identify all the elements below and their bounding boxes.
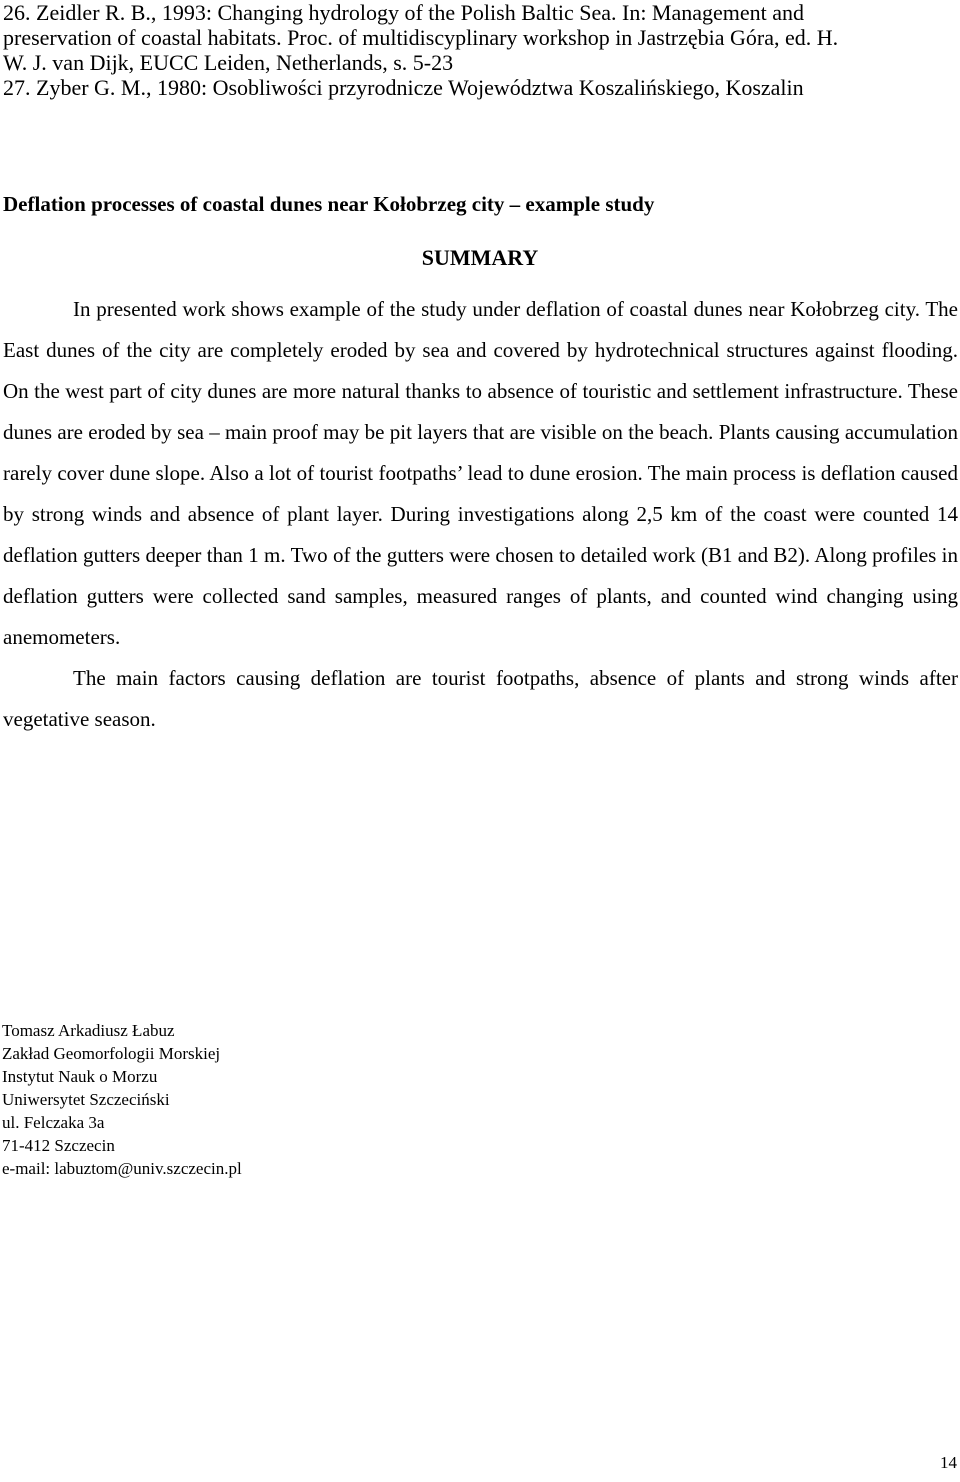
- author-address: [2, 1019, 502, 1180]
- page-number: 14: [940, 1453, 957, 1472]
- summary-paragraph: The main factors causing deflation are tourist footpaths, absence of plants and strong winds after vegetative season.: [3, 666, 958, 731]
- address-line: Zakład Geomorfologii Morskiej: [2, 1044, 221, 1063]
- reference-line: W. J. van Dijk, EUCC Leiden, Netherlands, s. 5-23: [3, 50, 454, 75]
- reference-item: [3, 75, 958, 100]
- summary-paragraph: In presented work shows example of the study under deflation of coastal dunes near Kołobrzeg city. The East dunes of the city are completely eroded by sea and covered by hydrotechnical structures against flooding. On the west part of city dunes are more natural thanks to absence of touristic and settlement infrastructure. These dunes are eroded by sea – main proof may be pit layers that are visible on the beach. Plants causing accumulation rarely cover dune slope. Also a lot of tourist footpaths’ lead to dune erosion. The main process is deflation caused by strong winds and absence of plant layer. During investigations along 2,5 km of the coast were counted 14 deflation gutters deeper than 1 m. Two of the gutters were chosen to detailed work (B1 and B2). Along profiles in deflation gutters were collected sand samples, measured ranges of plants, and counted wind changing using anemometers.: [3, 297, 958, 649]
- author-name: Tomasz Arkadiusz Łabuz: [2, 1021, 175, 1040]
- article-title: Deflation processes of coastal dunes near Kołobrzeg city – example study: [3, 192, 655, 216]
- address-line: 71-412 Szczecin: [2, 1136, 115, 1155]
- reference-line: 26. Zeidler R. B., 1993: Changing hydrology of the Polish Baltic Sea. In: Management and: [3, 0, 805, 25]
- address-line: Uniwersytet Szczeciński: [2, 1090, 170, 1109]
- reference-line: preservation of coastal habitats. Proc. of multidiscyplinary workshop in Jastrzębia Góra, ed. H.: [3, 25, 839, 50]
- reference-line: 27. Zyber G. M., 1980: Osobliwości przyrodnicze Województwa Koszalińskiego, Koszalin: [3, 75, 804, 100]
- reference-item: [3, 0, 958, 75]
- summary-heading: SUMMARY: [421, 245, 539, 270]
- address-line: ul. Felczaka 3a: [2, 1113, 105, 1132]
- reference-list: [3, 0, 958, 100]
- address-line: Instytut Nauk o Morzu: [2, 1067, 158, 1086]
- summary-body: [3, 289, 958, 740]
- author-email: e-mail: labuztom@univ.szczecin.pl: [2, 1159, 242, 1178]
